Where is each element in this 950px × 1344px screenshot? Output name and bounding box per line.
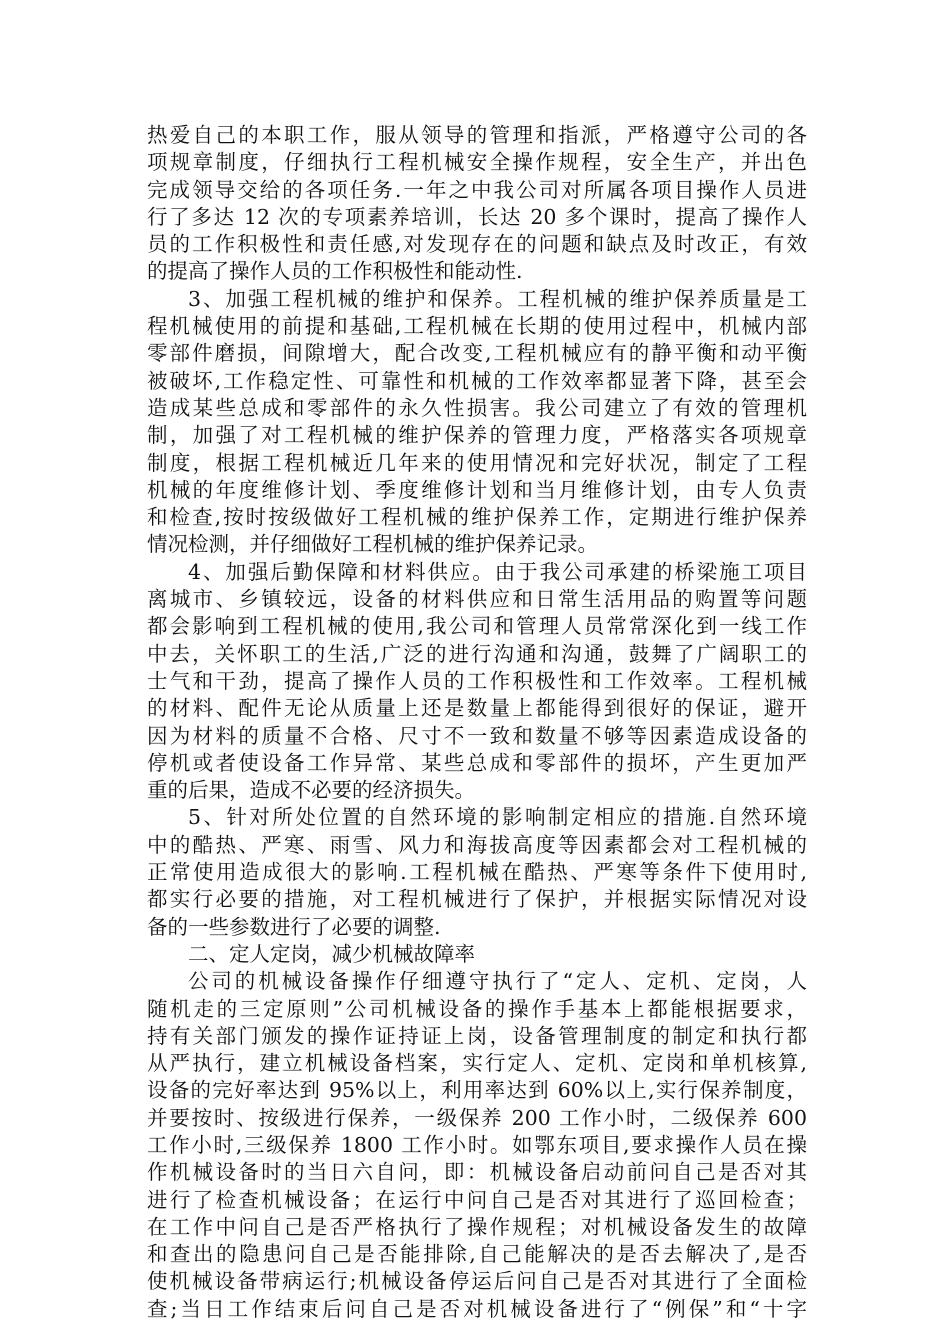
text-line: 停机或者使设备工作异常、某些总成和零部件的损坏，产生更加严 [147, 750, 807, 775]
paragraph-3 [147, 559, 807, 805]
text-line: 正常使用造成很大的影响.工程机械在酷热、严寒等条件下使用时, [147, 860, 807, 885]
text-line: 士气和干劲，提高了操作人员的工作积极性和工作效率。工程机械 [147, 668, 807, 693]
paragraph-1 [147, 122, 807, 286]
text-line: 的材料、配件无论从质量上还是数量上都能得到很好的保证，避开 [147, 696, 807, 721]
text-line: 从严执行，建立机械设备档案，实行定人、定机、定岗和单机核算, [147, 1051, 807, 1076]
text-line: 离城市、乡镇较远，设备的材料供应和日常生活用品的购置等问题 [147, 587, 807, 612]
text-line: 设备的完好率达到 95%以上，利用率达到 60%以上,实行保养制度， [147, 1078, 807, 1103]
text-line: 重的后果，造成不必要的经济损失。 [147, 778, 475, 803]
text-line: 员的工作积极性和责任感,对发现存在的问题和缺点及时改正，有效 [147, 232, 807, 257]
text-line: 都会影响到工程机械的使用,我公司和管理人员常常深化到一线工作 [147, 614, 807, 639]
text-line: 使机械设备带病运行;机械设备停运后问自己是否对其进行了全面检 [147, 1269, 807, 1294]
text-line: 持有关部门颁发的操作证持证上岗，设备管理制度的制定和执行都 [147, 1023, 807, 1048]
text-line: 完成领导交给的各项任务.一年之中我公司对所属各项目操作人员进 [147, 177, 807, 202]
text-line: 项规章制度，仔细执行工程机械安全操作规程，安全生产，并出色 [147, 150, 807, 175]
text-line: 随机走的三定原则”公司机械设备的操作手基本上都能根据要求， [147, 996, 807, 1021]
text-line: 工作小时,三级保养 1800 工作小时。如鄂东项目,要求操作人员在操 [147, 1132, 807, 1157]
heading-line: 二、定人定岗，减少机械故障率 [188, 941, 475, 966]
text-line: 在工作中问自己是否严格执行了操作规程；对机械设备发生的故障 [147, 1214, 807, 1239]
text-line: 行了多达 12 次的专项素养培训，长达 20 多个课时，提高了操作人 [147, 204, 807, 229]
text-line: 造成某些总成和零部件的永久性损害。我公司建立了有效的管理机 [147, 395, 807, 420]
text-line: 的提高了操作人员的工作积极性和能动性. [147, 259, 523, 284]
text-line: 中的酷热、严寒、雨雪、风力和海拔高度等因素都会对工程机械的 [147, 832, 807, 857]
text-line: 5、针对所处位置的自然环境的影响制定相应的措施.自然环境 [188, 805, 807, 830]
text-line: 进行了检查机械设备；在运行中问自己是否对其进行了巡回检查； [147, 1187, 807, 1212]
text-line: 中去，关怀职工的生活,广泛的进行沟通和沟通，鼓舞了广阔职工的 [147, 641, 807, 666]
paragraph-4 [147, 804, 807, 940]
text-line: 程机械使用的前提和基础,工程机械在长期的使用过程中，机械内部 [147, 314, 807, 339]
paragraph-2 [147, 286, 807, 559]
text-line: 热爱自己的本职工作，服从领导的管理和指派，严格遵守公司的各 [147, 123, 807, 147]
text-line: 零部件磨损，间隙增大，配合改变,工程机械应有的静平衡和动平衡 [147, 341, 807, 366]
text-line: 并要按时、按级进行保养，一级保养 200 工作小时，二级保养 600 [147, 1105, 807, 1130]
text-line: 因为材料的质量不合格、尺寸不一致和数量不够等因素造成设备的 [147, 723, 807, 748]
text-line: 公司的机械设备操作仔细遵守执行了“定人、定机、定岗，人 [188, 969, 807, 994]
text-line: 制度，根据工程机械近几年来的使用情况和完好状况，制定了工程 [147, 450, 807, 475]
paragraph-5 [147, 968, 807, 1323]
text-line: 3、加强工程机械的维护和保养。工程机械的维护保养质量是工 [188, 286, 807, 311]
text-line: 和检查,按时按级做好工程机械的维护保养工作，定期进行维护保养 [147, 505, 807, 530]
text-line: 备的一些参数进行了必要的调整. [147, 914, 441, 939]
text-line: 机械的年度维修计划、季度维修计划和当月维修计划，由专人负责 [147, 477, 807, 502]
text-line: 作机械设备时的当日六自问，即：机械设备启动前问自己是否对其 [147, 1160, 807, 1185]
text-line: 4、加强后勤保障和材料供应。由于我公司承建的桥梁施工项目 [188, 559, 807, 584]
document-page [147, 122, 807, 1323]
text-line: 情况检测，并仔细做好工程机械的维护保养记录。 [147, 532, 598, 557]
text-line: 制，加强了对工程机械的维护保养的管理力度，严格落实各项规章 [147, 423, 807, 448]
section-heading [147, 941, 807, 968]
text-line: 和查出的隐患问自己是否能排除,自己能解决的是否去解决了,是否 [147, 1242, 807, 1267]
text-line: 查;当日工作结束后问自己是否对机械设备进行了“例保”和“十字 [147, 1296, 807, 1321]
text-line: 被破坏,工作稳定性、可靠性和机械的工作效率都显著下降，甚至会 [147, 368, 807, 393]
text-line: 都实行必要的措施，对工程机械进行了保护，并根据实际情况对设 [147, 887, 807, 912]
